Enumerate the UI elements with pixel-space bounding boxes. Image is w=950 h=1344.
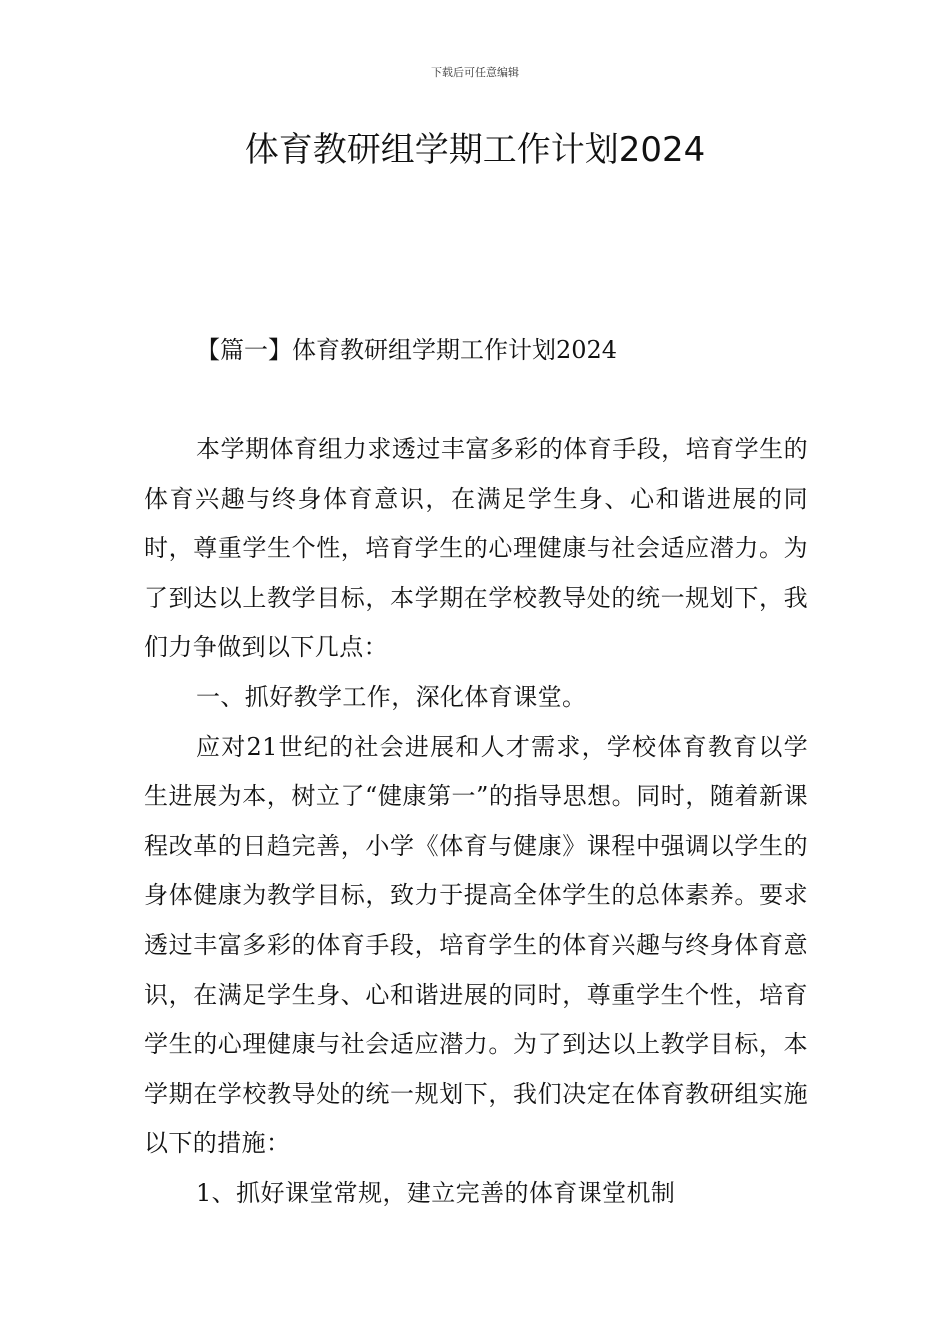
paragraph-intro: 本学期体育组力求透过丰富多彩的体育手段，培育学生的体育兴趣与终身体育意识，在满足学生身、心和谐进展的同时，尊重学生个性，培育学生的心理健康与社会适应潜力。为了到达以上教学目标，本学期在学校教导处的统一规划下，我们力争做到以下几点： <box>144 435 808 662</box>
section-heading: 【篇一】体育教研组学期工作计划2024 <box>196 336 618 364</box>
paragraph-main: 应对21世纪的社会进展和人才需求，学校体育教育以学生进展为本，树立了“健康第一”的指导思想。同时，随着新课程改革的日趋完善，小学《体育与健康》课程中强调以学生的身体健康为教学目标，致力于提高全体学生的总体素养。要求透过丰富多彩的体育手段，培育学生的体育兴趣与终身体育意识，在满足学生身、心和谐进展的同时，尊重学生个性，培育学生的心理健康与社会适应潜力。为了到达以上教学目标，本学期在学校教导处的统一规划下，我们决定在体育教研组实施以下的措施： <box>144 732 808 1158</box>
paragraph-heading-one: 一、抓好教学工作，深化体育课堂。 <box>196 682 587 711</box>
document-body <box>144 425 808 1219</box>
paragraph-item-one: 1、抓好课堂常规，建立完善的体育课堂机制 <box>196 1178 676 1207</box>
document-title: 体育教研组学期工作计划2024 <box>244 130 706 170</box>
header-note: 下载后可任意编辑 <box>431 66 519 79</box>
